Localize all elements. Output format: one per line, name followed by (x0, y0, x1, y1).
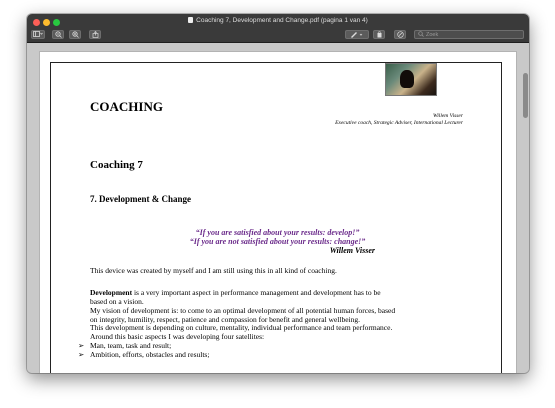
body-line-3: on integrity, humility, respect, patience and compassion for benefit and general wellbeing. (90, 314, 360, 324)
body-line-1: based on a vision. (90, 297, 144, 306)
quote-line-2: “If you are not satisfied about your results: change!” (189, 237, 366, 246)
vertical-scrollbar[interactable] (523, 73, 528, 118)
annotate-button[interactable] (394, 30, 406, 39)
sidebar-toggle-button[interactable] (31, 30, 45, 39)
rotate-button[interactable] (373, 30, 385, 39)
intro-paragraph: This device was created by myself and I am still using this in all kind of coaching. (90, 266, 337, 275)
markup-icon (397, 31, 404, 38)
zoom-in-button[interactable] (69, 30, 81, 39)
search-icon (418, 31, 424, 37)
zoom-out-button[interactable] (52, 30, 64, 39)
share-icon (92, 31, 99, 38)
document-icon (188, 17, 193, 23)
quote-author: Willem Visser (329, 246, 375, 255)
development-text: is a very important aspect in performance management and development has to be (132, 288, 381, 297)
bird-image (400, 70, 414, 88)
zoom-out-icon (55, 31, 62, 38)
sidebar-icon (33, 31, 43, 37)
share-button[interactable] (89, 30, 101, 39)
body-line-4: This development is depending on culture, mentality, individual performance and team performance. (90, 323, 393, 332)
body-line-2: My vision of development is: to come to an optimal development of all potential human forces, based (90, 306, 396, 315)
bullet-item-2: Ambition, efforts, obstacles and results; (90, 350, 210, 359)
document-heading: COACHING (90, 99, 163, 114)
document-subheading: Coaching 7 (90, 159, 143, 171)
title-bar (27, 14, 529, 43)
markup-toolbar-button[interactable] (345, 30, 369, 39)
pen-icon (350, 31, 364, 38)
quote-line-1: “If you are satisfied about your results: develop!” (195, 228, 360, 237)
search-placeholder: Zoek (426, 32, 439, 38)
development-term: Development (90, 288, 133, 297)
author-photo (385, 63, 437, 96)
section-heading: 7. Development & Change (90, 194, 191, 204)
search-field[interactable] (414, 30, 524, 39)
author-role: Executive coach, Strategic Adviser, International Lecturer (335, 120, 463, 126)
bullet-marker-2: ➢ (78, 350, 85, 359)
window-title: Coaching 7, Development and Change.pdf (pagina 1 van 4) (196, 17, 368, 24)
bullet-item-1: Man, team, task and result; (90, 341, 172, 350)
author-name: Willem Visser (433, 113, 463, 119)
bullet-marker-1: ➢ (78, 341, 85, 350)
rotate-icon (376, 31, 383, 38)
window-title-container (27, 17, 529, 24)
body-line-5: Around this basic aspects I was developing four satellites: (90, 332, 265, 341)
zoom-in-icon (72, 31, 79, 38)
